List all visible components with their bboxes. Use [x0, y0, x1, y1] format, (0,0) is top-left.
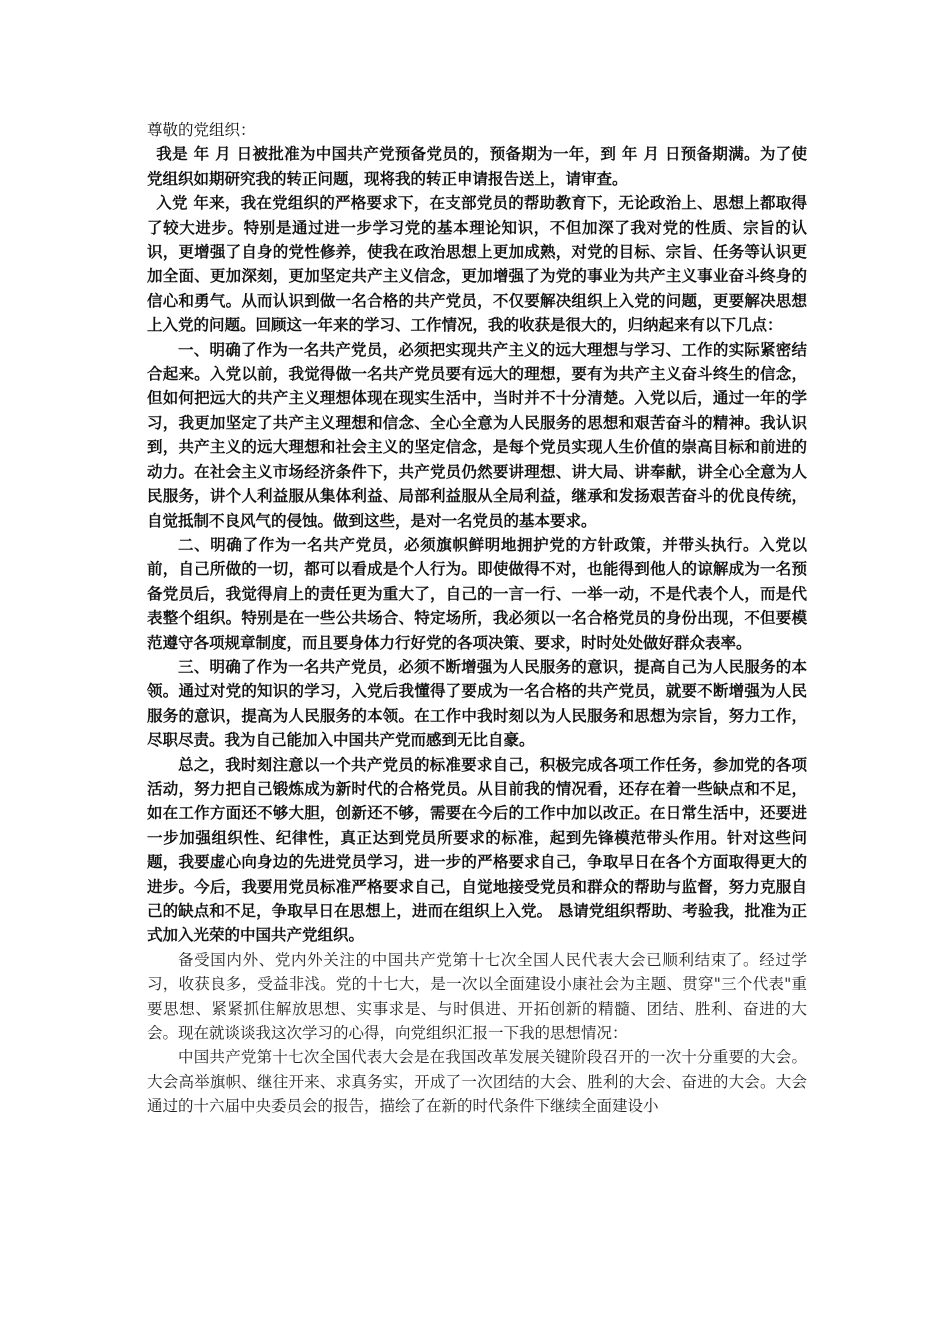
document-body [147, 142, 807, 1118]
document-page [147, 118, 807, 1119]
paragraph-6: 总之，我时刻注意以一个共产党员的标准要求自己，积极完成各项工作任务，参加党的各项活动，努力把自己锻炼成为新时代的合格党员。从目前我的情况看，还存在着一些缺点和不足，如在工作方面还不够大胆，创新还不够，需要在今后的工作中加以改正。在日常生活中，还要进一步加强组织性、纪律性，真正达到党员所要求的标准，起到先锋模范带头作用。针对这些问题，我要虚心向身边的先进党员学习，进一步的严格要求自己，争取早日在各个方面取得更大的进步。今后，我要用党员标准严格要求自己，自觉地接受党员和群众的帮助与监督，努力克服自己的缺点和不足，争取早日在思想上，进而在组织上入党。 恳请党组织帮助、考验我，批准为正式加入光荣的中国共产党组织。 [147, 754, 807, 945]
paragraph-2: 入党 年来，我在党组织的严格要求下，在支部党员的帮助教育下，无论政治上、思想上都取得了较大进步。特别是通过进一步学习党的基本理论知识，不但加深了我对党的性质、宗旨的认识，更增强了自身的党性修养，使我在政治思想上更加成熟，对党的目标、宗旨、任务等认识更加全面、更加深刻，更加坚定共产主义信念，更加增强了为党的事业为共产主义事业奋斗终身的信心和勇气。从而认识到做一名合格的共产党员，不仅要解决组织上入党的问题，更要解决思想上入党的问题。回顾这一年来的学习、工作情况，我的收获是很大的，归纳起来有以下几点： [147, 193, 807, 335]
paragraph-1: 我是 年 月 日被批准为中国共产党预备党员的，预备期为一年，到 年 月 日预备期满。为了使党组织如期研究我的转正问题，现将我的转正申请报告送上，请审查。 [147, 144, 807, 188]
paragraph-7: 备受国内外、党内外关注的中国共产党第十七次全国人民代表大会已顺利结束了。经过学习，收获良多，受益非浅。党的十七大，是一次以全面建设小康社会为主题、贯穿"三个代表"重要思想、紧紧抓住解放思想、实事求是、与时俱进、开拓创新的精髓、团结、胜利、奋进的大会。现在就谈谈我这次学习的心得，向党组织汇报一下我的思想情况： [147, 950, 807, 1043]
paragraph-3: 一、明确了作为一名共产党员，必须把实现共产主义的远大理想与学习、工作的实际紧密结合起来。入党以前，我觉得做一名共产党员要有远大的理想，要有为共产主义奋斗终生的信念，但如何把远大的共产主义理想体现在现实生活中，当时并不十分清楚。入党以后，通过一年的学习，我更加坚定了共产主义理想和信念、全心全意为人民服务的思想和艰苦奋斗的精神。我认识到，共产主义的远大理想和社会主义的坚定信念，是每个党员实现人生价值的崇高目标和前进的动力。在社会主义市场经济条件下，共产党员仍然要讲理想、讲大局、讲奉献，讲全心全意为人民服务，讲个人利益服从集体利益、局部利益服从全局利益，继承和发扬艰苦奋斗的优良传统，自觉抵制不良风气的侵蚀。做到这些，是对一名党员的基本要求。 [147, 339, 807, 530]
paragraph-8: 中国共产党第十七次全国代表大会是在我国改革发展关键阶段召开的一次十分重要的大会。大会高举旗帜、继往开来、求真务实，开成了一次团结的大会、胜利的大会、奋进的大会。大会通过的十六届中央委员会的报告，描绘了在新的时代条件下继续全面建设小 [147, 1048, 807, 1116]
paragraph-4: 二、明确了作为一名共产党员，必须旗帜鲜明地拥护党的方针政策，并带头执行。入党以前，自己所做的一切，都可以看成是个人行为。即使做得不对，也能得到他人的谅解成为一名预备党员后，我觉得肩上的责任更为重大了，自己的一言一行、一举一动，不是代表个人，而是代表整个组织。特别是在一些公共场合、特定场所，我必须以一名合格党员的身份出现，不但要模范遵守各项规章制度，而且要身体力行好党的各项决策、要求，时时处处做好群众表率。 [147, 534, 807, 652]
paragraph-5: 三、明确了作为一名共产党员，必须不断增强为人民服务的意识，提高自己为人民服务的本领。通过对党的知识的学习，入党后我懂得了要成为一名合格的共产党员，就要不断增强为人民服务的意识，提高为人民服务的本领。在工作中我时刻以为人民服务和思想为宗旨，努力工作，尽职尽责。我为自己能加入中国共产党而感到无比自豪。 [147, 656, 807, 750]
salutation: 尊敬的党组织： [147, 121, 256, 139]
